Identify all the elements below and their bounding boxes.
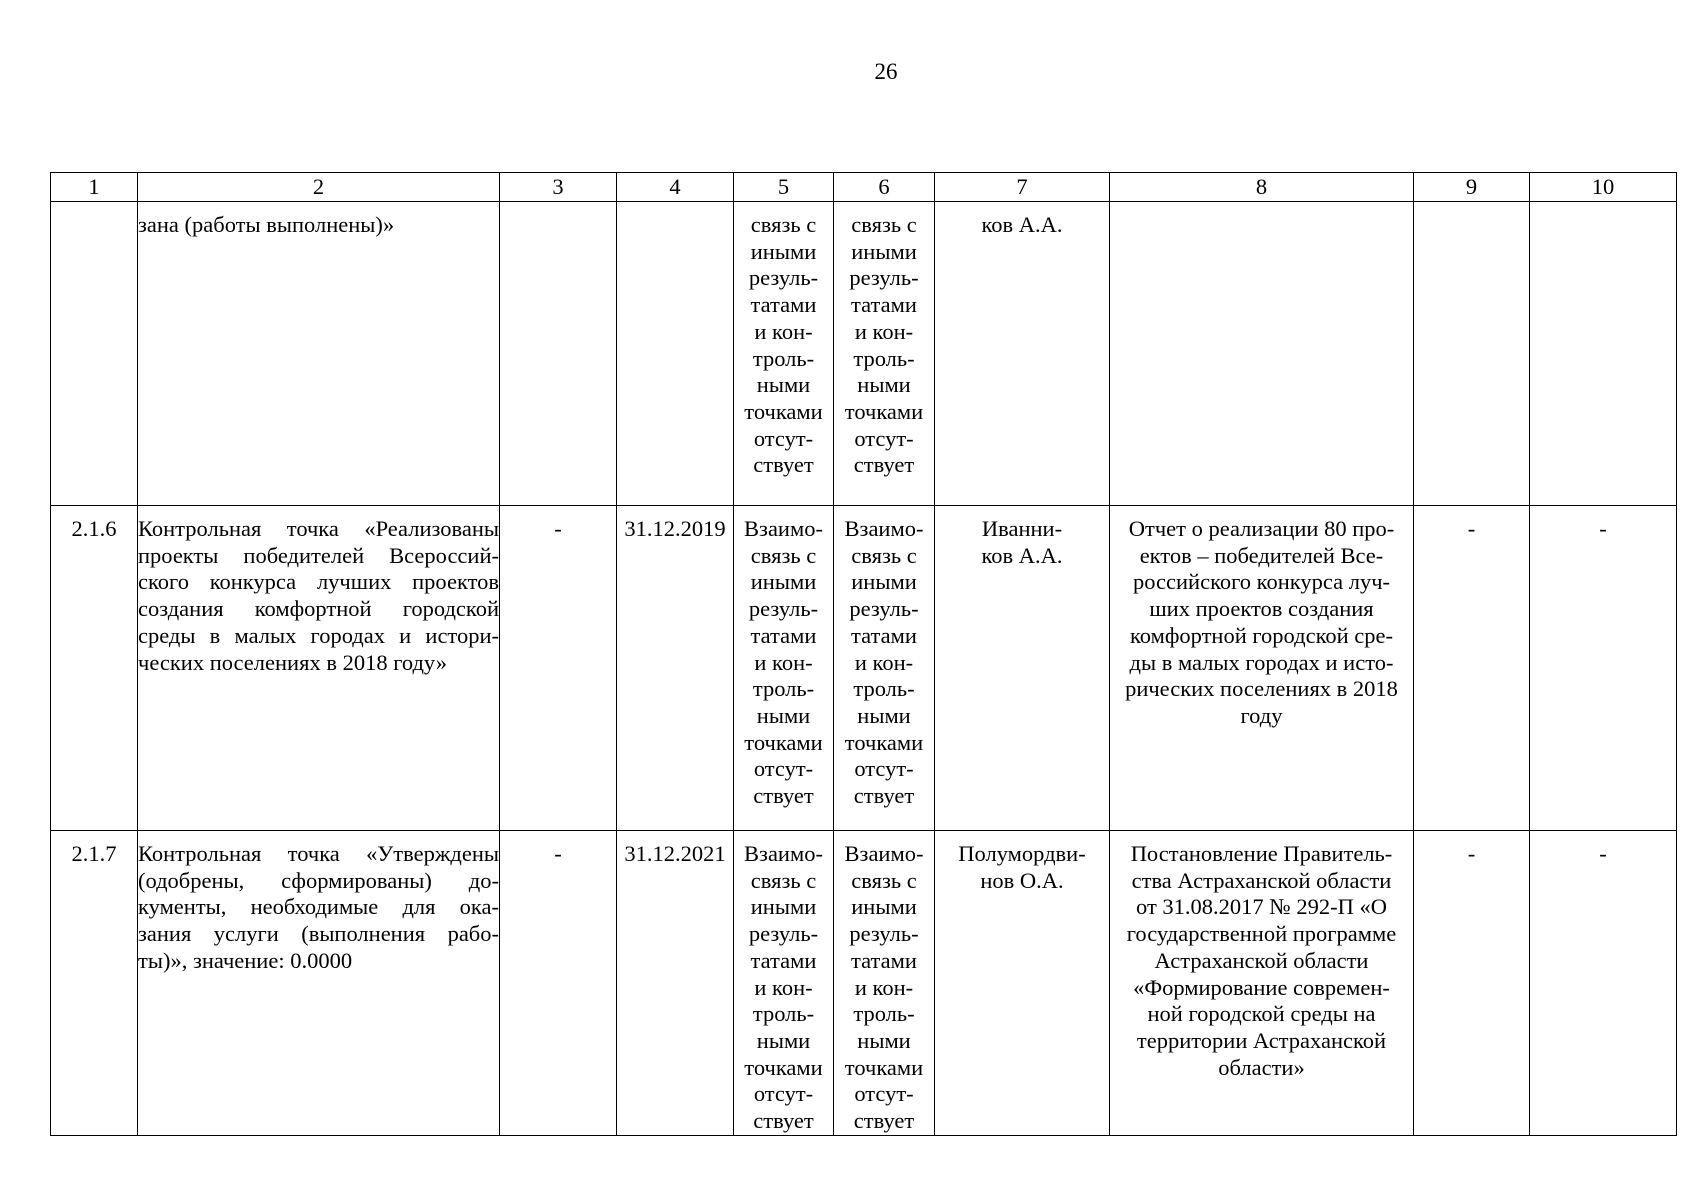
text-line: связь с — [851, 542, 917, 568]
text-line: ства Астраханской области — [1131, 867, 1392, 893]
column-3-value: - — [554, 516, 562, 541]
text-line: отсут- — [753, 425, 814, 451]
row-number-cell — [51, 202, 138, 506]
text-line: ными — [756, 372, 811, 398]
text-line: и кон- — [854, 974, 914, 1000]
checkpoint-name-line: кументы, необходимые для ока- — [138, 894, 499, 920]
row-number-cell — [51, 831, 138, 1136]
date-cell — [617, 202, 734, 506]
text-line: иными — [750, 238, 817, 264]
column-header: 2 — [138, 173, 500, 202]
text-line: ков А.А. — [981, 542, 1063, 568]
text-line: отсут- — [854, 756, 914, 782]
text-line: связь с — [851, 867, 917, 893]
column-3-cell — [500, 831, 617, 1136]
responsible-cell — [935, 506, 1110, 831]
text-line: резуль- — [748, 921, 819, 947]
text-line: комфортной городской сре- — [1129, 622, 1394, 648]
document-cell — [1110, 202, 1414, 506]
text-line: Взаимо- — [744, 516, 823, 541]
checkpoint-name-line: создания комфортной городской — [138, 596, 499, 622]
text-line: Отчет о реализации 80 про- — [1128, 516, 1395, 541]
text-line: ствует — [853, 452, 915, 478]
column-3-value: - — [554, 841, 562, 866]
column-9-cell — [1414, 831, 1530, 1136]
text-line: резуль- — [849, 596, 919, 622]
column-header: 6 — [834, 173, 935, 202]
column-header: 8 — [1110, 173, 1414, 202]
text-line: точками — [844, 1054, 924, 1080]
text-line: троль- — [752, 345, 815, 371]
text-line: татами — [851, 622, 917, 648]
text-line: отсут- — [753, 756, 814, 782]
text-line: точками — [844, 398, 924, 424]
text-line: отсут- — [753, 1081, 814, 1107]
text-line: ствует — [753, 783, 814, 809]
text-line: иными — [750, 894, 817, 920]
checkpoint-name-line: зана (работы выполнены)» — [138, 212, 395, 237]
text-line: татами — [750, 292, 817, 318]
text-line: Взаимо- — [844, 841, 924, 866]
checkpoint-name-cell — [138, 831, 500, 1136]
text-line: ными — [756, 702, 811, 728]
text-line: точками — [844, 729, 924, 755]
checkpoint-name-line: Контрольная точка «Утверждены — [138, 841, 499, 866]
relation-cell-previous — [734, 831, 834, 1136]
checkpoint-name-line: ческих поселениях в 2018 году» — [138, 649, 447, 675]
checkpoint-name-line: зания услуги (выполнения рабо- — [138, 921, 499, 947]
text-line: Астраханской области — [1154, 947, 1369, 973]
text-line: ды в малых городах и исто- — [1129, 649, 1394, 675]
text-line: и кон- — [754, 974, 813, 1000]
text-line: отсут- — [854, 1081, 914, 1107]
text-line: ствует — [853, 1108, 915, 1134]
text-line: от 31.08.2017 № 292-П «О — [1136, 894, 1387, 920]
text-line: иными — [750, 569, 817, 595]
column-10-value: - — [1599, 516, 1607, 541]
text-line: области» — [1218, 1054, 1305, 1080]
text-line: татами — [851, 292, 917, 318]
text-line: ствует — [753, 452, 814, 478]
column-header: 1 — [51, 173, 138, 202]
text-line: троль- — [853, 676, 915, 702]
checkpoint-name-line: среды в малых городах и истори- — [138, 622, 499, 648]
text-line: троль- — [853, 345, 915, 371]
text-line: точками — [744, 398, 823, 424]
text-line: ектов – победителей Все- — [1139, 542, 1384, 568]
date-value: 31.12.2019 — [624, 516, 726, 541]
column-10-value: - — [1599, 841, 1607, 866]
document-cell — [1110, 831, 1414, 1136]
text-line: связь с — [750, 867, 817, 893]
text-line: российского конкурса луч- — [1132, 569, 1391, 595]
row-number: 2.1.7 — [71, 841, 117, 866]
relation-cell-next — [834, 506, 935, 831]
checkpoint-name-line: ты)», значение: 0.0000 — [138, 947, 353, 973]
relation-cell-previous — [734, 506, 834, 831]
document-cell — [1110, 506, 1414, 831]
table-row — [51, 202, 1677, 506]
text-line: иными — [851, 238, 917, 264]
relation-cell-next — [834, 831, 935, 1136]
column-10-cell — [1530, 831, 1677, 1136]
text-line: татами — [750, 622, 817, 648]
table-header-row — [51, 173, 1677, 202]
text-line: и кон- — [754, 318, 813, 344]
text-line: резуль- — [849, 265, 919, 291]
text-line: связь с — [750, 212, 817, 237]
column-9-value: - — [1467, 516, 1476, 541]
text-line: отсут- — [854, 425, 914, 451]
date-cell — [617, 506, 734, 831]
text-line: ших проектов создания — [1149, 596, 1374, 622]
text-line: ствует — [853, 783, 915, 809]
text-line: татами — [851, 947, 917, 973]
text-line: государственной программе — [1126, 921, 1397, 947]
text-line: точками — [744, 1054, 823, 1080]
page-number: 26 — [874, 59, 898, 84]
text-line: троль- — [752, 676, 815, 702]
column-header: 4 — [617, 173, 734, 202]
text-line: Взаимо- — [744, 841, 823, 866]
column-3-cell — [500, 506, 617, 831]
text-line: Постановление Правитель- — [1130, 841, 1393, 866]
column-9-value: - — [1467, 841, 1476, 866]
column-3-cell — [500, 202, 617, 506]
text-line: и кон- — [854, 318, 914, 344]
table-row — [51, 831, 1677, 1136]
text-line: ными — [857, 702, 911, 728]
text-line: иными — [851, 569, 917, 595]
table-row — [51, 506, 1677, 831]
date-cell — [617, 831, 734, 1136]
text-line: нов О.А. — [980, 867, 1064, 893]
column-header: 5 — [734, 173, 834, 202]
text-line: точками — [744, 729, 823, 755]
text-line: татами — [750, 947, 817, 973]
text-line: иными — [851, 894, 917, 920]
text-line: году — [1240, 702, 1283, 728]
checkpoint-name-line: (одобрены, сформированы) до- — [138, 867, 499, 893]
column-9-cell — [1414, 506, 1530, 831]
text-line: ными — [756, 1027, 811, 1053]
column-9-cell — [1414, 202, 1530, 506]
text-line: Иванни- — [981, 516, 1063, 541]
text-line: связь с — [851, 212, 917, 237]
checkpoint-name-line: Контрольная точка «Реализованы — [138, 516, 499, 541]
column-header: 10 — [1530, 173, 1677, 202]
text-line: ков А.А. — [981, 212, 1063, 237]
text-line: рических поселениях в 2018 — [1125, 676, 1398, 702]
column-header: 7 — [935, 173, 1110, 202]
text-line: и кон- — [854, 649, 914, 675]
text-line: Взаимо- — [844, 516, 924, 541]
checkpoint-name-cell — [138, 202, 500, 506]
text-line: и кон- — [754, 649, 813, 675]
text-line: троль- — [752, 1001, 815, 1027]
checkpoint-name-line: ского конкурса лучших проектов — [138, 569, 499, 595]
date-value: 31.12.2021 — [624, 841, 726, 866]
column-10-cell — [1530, 506, 1677, 831]
data-table — [50, 172, 1677, 1136]
text-line: ными — [857, 372, 911, 398]
relation-cell-previous — [734, 202, 834, 506]
responsible-cell — [935, 831, 1110, 1136]
text-line: территории Астраханской — [1136, 1027, 1387, 1053]
row-number-cell — [51, 506, 138, 831]
responsible-cell — [935, 202, 1110, 506]
text-line: «Формирование современ- — [1133, 974, 1390, 1000]
text-line: связь с — [750, 542, 817, 568]
text-line: резуль- — [849, 921, 919, 947]
text-line: резуль- — [748, 596, 819, 622]
relation-cell-next — [834, 202, 935, 506]
text-line: Полумордви- — [958, 841, 1086, 866]
row-number: 2.1.6 — [71, 516, 117, 541]
text-line: ствует — [753, 1108, 814, 1134]
column-header: 9 — [1414, 173, 1530, 202]
text-line: ной городской среды на — [1147, 1001, 1376, 1027]
column-header: 3 — [500, 173, 617, 202]
text-line: ными — [857, 1027, 911, 1053]
text-line: резуль- — [748, 265, 819, 291]
checkpoint-name-cell — [138, 506, 500, 831]
checkpoint-name-line: проекты победителей Всероссий- — [138, 542, 499, 568]
text-line: троль- — [853, 1001, 915, 1027]
column-10-cell — [1530, 202, 1677, 506]
